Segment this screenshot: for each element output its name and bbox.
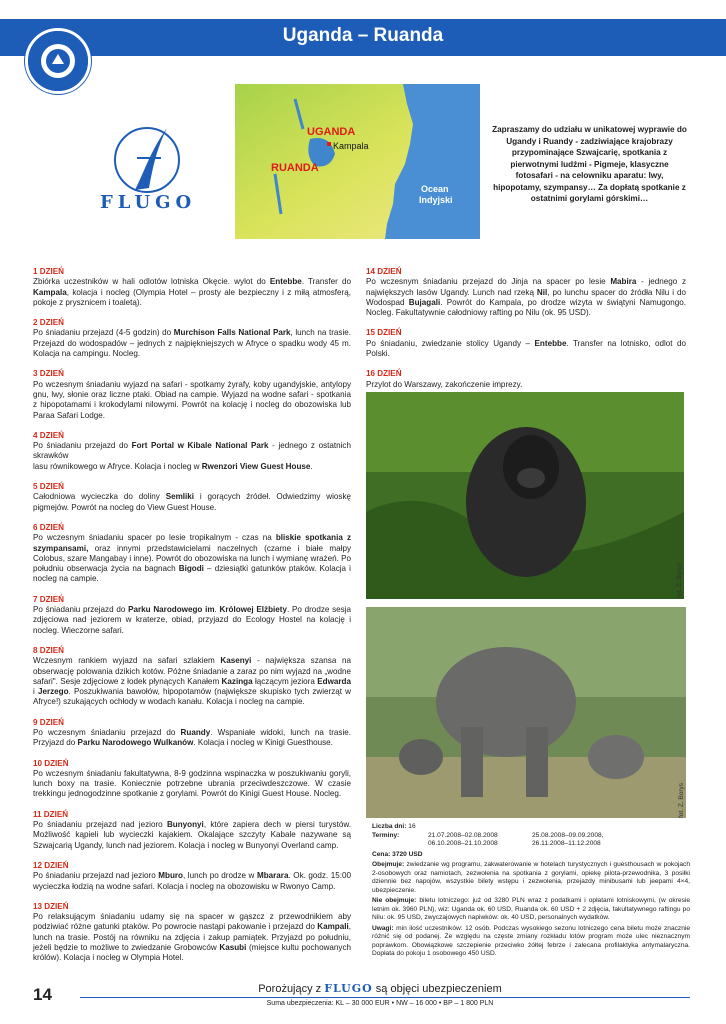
map-label-ocean-2: Indyjski	[419, 195, 453, 205]
map-label-uganda: UGANDA	[307, 126, 356, 138]
elephant-image-icon	[366, 607, 686, 818]
itinerary-day	[366, 328, 686, 359]
pilot-badge	[25, 28, 91, 94]
map-label-kampala: Kampala	[333, 141, 369, 151]
itinerary-day	[33, 759, 351, 800]
day-heading: 5 DZIEŃ	[33, 482, 65, 492]
header-bar	[0, 19, 726, 56]
itinerary-day	[33, 595, 351, 636]
day-description: Po śniadaniu przejazd nad jezioro Mburo, lunch po drodze w Mbarara. Ok. godz. 15:00 wycieczka łodzią na wodne safari. Kolacja i nocleg na obozowisku w Rwonyo Camp.	[33, 871, 352, 891]
footer-brand: FLUGO	[324, 982, 373, 995]
day-description: Po śniadaniu, zwiedzanie stolicy Ugandy – Entebbe. Transfer na lotnisko, odlot do Polski.	[366, 338, 686, 359]
day-description: Po wczesnym śniadaniu wyjazd na safari - spotkamy żyrafy, koby ugandyjskie, antylopy gnu, lwy, słonie oraz liczne ptaki. Obiad na campie. Wyjazd na wodne safari - spotkania z hipopotamami i krokodylami nilowymi. Powrót na kolację i nocleg do obozowiska lub Paraa Safari Lodge.	[33, 379, 351, 420]
excludes-label: Nie obejmuje:	[372, 897, 417, 904]
photo-credit-elephant: fot. Z. Borys	[678, 782, 685, 818]
itinerary-day	[366, 369, 686, 390]
elephant-photo	[366, 607, 686, 818]
day-heading: 6 DZIEŃ	[33, 522, 65, 532]
map-label-ruanda: RUANDA	[271, 162, 319, 174]
term-1: 21.07.2008–02.08.2008	[428, 831, 498, 839]
day-heading: 13 DZIEŃ	[33, 901, 69, 911]
includes-text: zwiedzanie wg programu, zakwaterowanie w hotelach turystycznych i guesthousach w pokojach 2-osobowych oraz namiotach, zezwolenia na spotkania z gorylami, opiekę pilota-przewodnika, 3 posiłki dziennie bez napojów, wszystkie bilety wstępu i zezwolenia, przejazdy minibusami lub jeepami 4×4, ubezpieczenie.	[372, 861, 690, 894]
footer-insurance-note	[230, 982, 530, 995]
days-row	[372, 823, 690, 832]
footer-text-after: są objęci ubezpieczeniem	[372, 983, 502, 995]
trip-info	[372, 823, 690, 959]
day-description: Wczesnym rankiem wyjazd na safari szlakiem Kasenyi - największa szansa na obserwację polowania dzikich kotów. Póżne śniadanie a zaraz po nim wyjazd na „wodne safari". Sesje zdjęciowe z łodek płynących Kanałem Kazinga łączącym jeziora Edwarda i Jerzego. Poszukiwania bawołów, hipopotamów (największe skupisko tych zwierząt w Afryce!) szukających ochłody w wodach kanału. Kolacja i nocleg na campie.	[33, 656, 352, 707]
day-description: Po wczesnym śniadaniu spacer po lesie tropikalnym - czas na bliskie spotkania z szympansami, oraz innymi przedstawicielami naczelnych (czarne i białe małpy Colobus, szare Mangabay i inne). Powrót do obozowiska na lunch i wymianę wrażeń. Po południu obserwacja życia na bagnach Bigodi – dziesiątki gatunków ptaków. Kolacja i nocleg na campie.	[33, 533, 351, 584]
day-description: Po wczesnym śniadaniu przejazd do Jinja na spacer po lesie Mabira - jednego z największych lasów Ugandy. Lunch nad rzeką Nil, po lunchu spacer do źródła Nilu i do Wodospad Bujagali. Powrót do Kampala, po drodze wizyta w świątyni Namugongo. Nocleg. Fakultatywnie całodniowy rafting po Nilu (ok. 95 USD).	[366, 277, 686, 318]
term-3: 06.10.2008–21.10.2008	[428, 840, 498, 847]
day-heading: 8 DZIEŃ	[33, 645, 65, 655]
itinerary-day	[33, 861, 351, 892]
itinerary-day	[33, 369, 351, 420]
itinerary-right-column	[366, 267, 686, 400]
day-heading: 16 DZIEŃ	[366, 369, 402, 379]
day-heading: 15 DZIEŃ	[366, 328, 402, 338]
day-description: Po wczesnym śniadaniu przejazd do Ruandy. Wspaniałe widoki, lunch na trasie. Przyjazd do Parku Narodowego Wulkanów. Kolacja i nocleg w Kinigi Guesthouse.	[33, 727, 351, 748]
day-description: Po wczesnym śniadaniu fakultatywna, 8-9 godzinna wspinaczka w poszukiwaniu goryli, lunch boxy na trasie. Koniecznie potrzebne ubrania przeciwdeszczowe. W czasie trekkingu jednogodzinne spotkanie z gorylami. Powrót do Kinigi Guest House. Nocleg.	[33, 768, 351, 799]
term-2: 25.08.2008–09.09.2008,	[532, 831, 604, 839]
itinerary-left-column	[33, 267, 351, 974]
day-heading: 2 DZIEŃ	[33, 318, 65, 328]
day-heading: 9 DZIEŃ	[33, 717, 65, 727]
itinerary-day	[33, 810, 351, 851]
footer-divider	[80, 997, 690, 998]
day-heading: 12 DZIEŃ	[33, 860, 69, 870]
gorilla-photo	[366, 392, 684, 599]
terms-row	[372, 832, 690, 841]
itinerary-day	[33, 482, 351, 513]
notes-label: Uwagi:	[372, 924, 394, 932]
day-description: Całodniowa wycieczka do doliny Semliki i gorących źródeł. Odwiedzimy wioskę pigmejów. Powrót na nocleg do View Guest House.	[33, 492, 351, 512]
footer-insurance-sum: Suma ubezpieczenia: KL – 30 000 EUR • NW – 16 000 • BP – 1 800 PLN	[266, 1000, 494, 1007]
day-description: Po śniadaniu przejazd (4-5 godzin) do Murchison Falls National Park, lunch na trasie. Przejazd do wodospadów – jednych z najpiękniejszych w Afryce o spadku wody 45 m. Kolacja na campingu. Nocleg.	[33, 328, 351, 359]
footer-text-before: Porożujący z	[258, 983, 325, 995]
itinerary-day	[33, 523, 351, 585]
price: Cena: 3720 USD	[372, 850, 423, 858]
days-value: 16	[408, 823, 416, 830]
itinerary-day	[33, 431, 351, 472]
terms-row-2	[372, 840, 690, 849]
page-number: 14	[33, 985, 52, 1004]
days-label: Liczba dni:	[372, 823, 407, 830]
day-description: Po śniadaniu przejazd nad jezioro Bunyonyi, które zapiera dech w piersi turystów. Możliwość kąpieli lub wycieczki kajakiem. Okalające szczyty Kabale nazywane są Szwajcarią Ugandy, lunch nad jeziorem. Kolacja i nocleg w Bunyonyi Overland camp.	[33, 820, 351, 850]
includes-label: Obejmuje:	[372, 861, 405, 868]
day-heading: 7 DZIEŃ	[33, 594, 65, 604]
itinerary-day	[366, 267, 686, 318]
flugo-wordmark: FLUGO	[100, 192, 197, 213]
terms-label: Terminy:	[372, 831, 400, 839]
term-4: 26.11.2008–11.12.2008	[532, 840, 601, 847]
itinerary-day	[33, 718, 351, 749]
day-description: Zbiórka uczestników w hali odlotów lotniska Okęcie. wylot do Entebbe. Transfer do Kampala, kolacja i nocleg (Olympia Hotel – prosty ale bezpieczny i z miłą atmosferą, pokoje z prysznicem i toaletą).	[33, 277, 352, 307]
map-label-ocean: Ocean	[421, 184, 449, 194]
day-heading: 4 DZIEŃ	[33, 430, 65, 440]
day-description: Po śniadaniu przejazd do Parku Narodowego im. Królowej Elżbiety. Po drodze sesja zdjęciowa nad jeziorem w kraterze, obiad, przyjazd do Ecology Hostel na kolację i nocleg. Wieczorne safari.	[33, 605, 351, 635]
badge-ring-icon	[25, 28, 91, 94]
region-map	[235, 84, 480, 239]
notes-text: min ilość uczestników: 12 osób. Podczas wysokiego sezonu lotniczego cena biletu może znacznie różnić się od podanej. Ze względu na częste zmiany rozkładu lotów program może ulec nieznacznym poprawkom. Obowiązkowe szczepienie przeciwko żółtej febrze i zalecana profilaktyka antymalaryczna. Dopłata do pokoju 1 osobowego 450 USD.	[372, 924, 691, 957]
day-heading: 10 DZIEŃ	[33, 758, 69, 768]
itinerary-day	[33, 646, 351, 708]
itinerary-day	[33, 902, 351, 964]
day-heading: 11 DZIEŃ	[33, 809, 69, 819]
day-heading: 1 DZIEŃ	[33, 267, 65, 276]
day-description: Po relaksującym śniadaniu udamy się na spacer w gąszcz z przewodnikiem aby podziwiać różne gatunki ptaków. Po powrocie nastąpi pakowanie i przejazd do Kampali, lunch na trasie. Postój na równiku na zdjęcia i zakup pamiątek. Przyjazd po południu, jeżeli będzie to możliwe to zwiedzanie Grobowców Kasubi (miejsce kultu pochowanych królów). Kolacja i nocleg w Olympia Hotel.	[33, 912, 352, 963]
page-title: Uganda – Ruanda	[282, 25, 444, 46]
itinerary-day	[33, 267, 351, 308]
day-heading: 14 DZIEŃ	[366, 267, 402, 276]
intro-text: Zapraszamy do udziału w unikatowej wyprawie do Ugandy i Ruandy - zadziwiające krajobrazy przypominające Szwajcarię, spotkania z pierwotnymi ludźmi - Pigmeje, klasyczne fotosafari - na celowniku aparatu: lwy, hipopotamy, szympansy… Za dopłatą spotkanie z ostatnimi gorylami górskimi…	[492, 125, 687, 203]
itinerary-day	[33, 318, 351, 359]
day-description: Po śniadaniu przejazd do Fort Portal w Kibale National Park - jednego z ostatnich skrawków lasu równikowego w Afryce. Kolacja i nocleg w Rwenzori View Guest House.	[33, 441, 351, 471]
photo-credit-gorilla: fot. Z. Borys	[676, 562, 683, 598]
day-description: Przylot do Warszawy, zakończenie imprezy.	[366, 379, 523, 389]
excludes-text: biletu lotniczego: już od 3280 PLN wraz z podatkami i opłatami lotniskowymi, (w okresie letnim ok. 3960 PLN), wiz: Uganda ok. 60 USD, Ruanda ok. 60 USD + 2 zdjęcia, fakultatywnego raftingu po Nilu: ok. 95 USD, zwyczajowych napiwków: ok. 40 USD, personalnych wydatków.	[372, 897, 690, 921]
day-heading: 3 DZIEŃ	[33, 369, 65, 379]
gorilla-image-icon	[366, 392, 684, 599]
